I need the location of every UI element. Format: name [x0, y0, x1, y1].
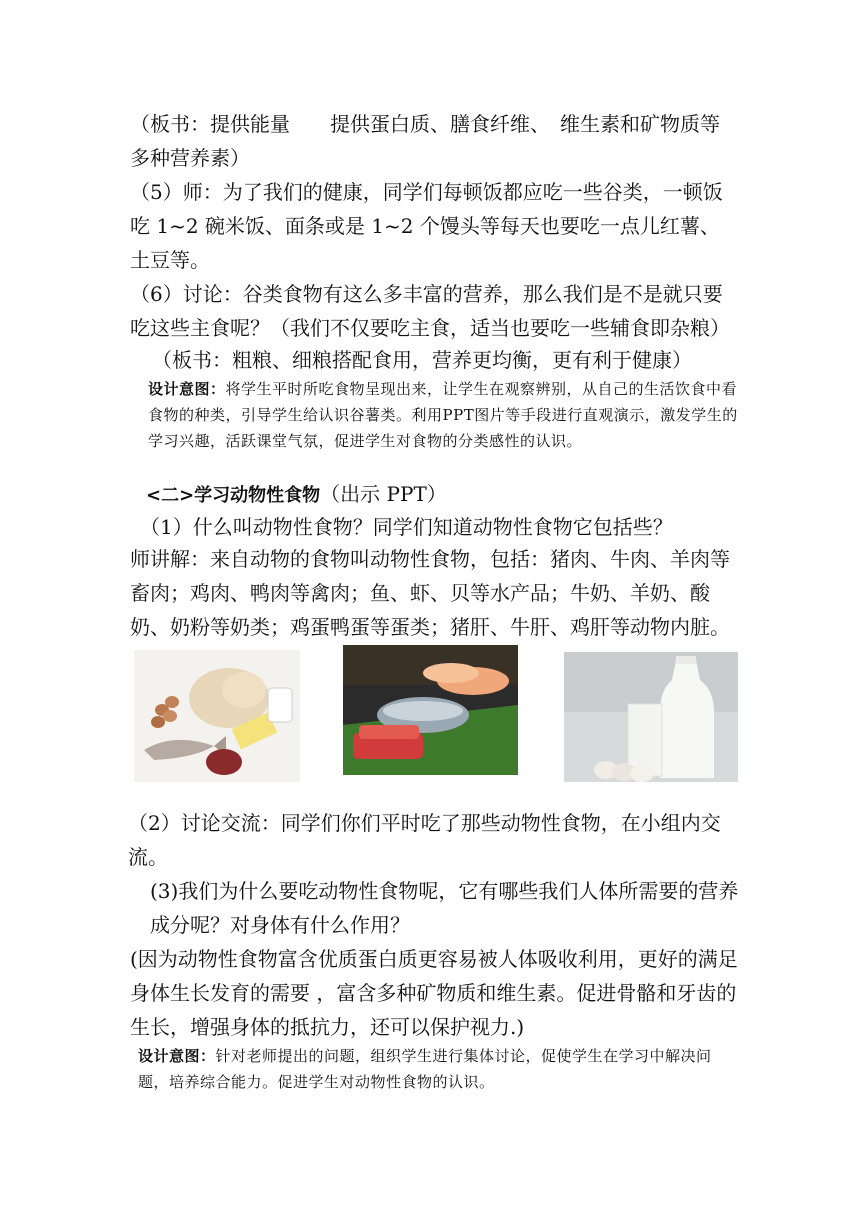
design-intent-1	[148, 376, 738, 454]
meat-fish-eggs-photo	[134, 650, 300, 782]
question-1: （1）什么叫动物性食物？同学们知道动物性食物它包括些？	[140, 515, 673, 539]
milk-eggs-photo	[564, 652, 738, 782]
question-3-answer: (因为动物性食物富含优质蛋白质更容易被人体吸收利用，更好的满足身体生长发育的需要 ，富含多种矿物质和维生素。促进骨骼和牙齿的生长，增强身体的抵抗力，还可以保护视力.)	[130, 947, 738, 1039]
design-intent-label: 设计意图：	[148, 380, 226, 398]
meat-fish-eggs-illustration	[134, 650, 300, 782]
design-intent-text: 将学生平时所吃食物呈现出来，让学生在观察辨别，从自己的生活饮食中看食物的种类，引导学生给认识谷薯类。利用PPT图片等手段进行直观演示，激发学生的学习兴趣，活跃课堂气氛，促进学生对食物的分类感性的认识。	[148, 380, 738, 450]
paragraph-discussion-6: （6）讨论：谷类食物有这么多丰富的营养，那么我们是不是就只要吃这些主食呢？（我们不仅要吃主食，适当也要吃一些辅食即杂粮）	[130, 282, 730, 340]
blackboard-note-2: （板书：粗粮、细粮搭配食用，营养更均衡，更有利于健康）	[152, 348, 692, 372]
design-intent-label-2: 设计意图：	[138, 1047, 216, 1065]
section-heading	[146, 477, 746, 513]
design-intent-2	[138, 1043, 738, 1095]
section-title: <二>学习动物性食物	[146, 485, 321, 506]
question-2: （2）讨论交流：同学们你们平时吃了那些动物性食物，在小组内交流。	[128, 811, 721, 869]
paragraph-teacher-5: （5）师：为了我们的健康，同学们每顿饭都应吃一些谷类，一顿饭吃 1~2 碗米饭、面条或是 1~2 个馒头等每天也要吃一点儿红薯、土豆等。	[130, 180, 723, 272]
sushi-seafood-illustration	[343, 645, 518, 775]
question-3: (3)我们为什么要吃动物性食物呢，它有哪些我们人体所需要的营养成分呢？对身体有什么作用？	[150, 879, 739, 937]
teacher-explanation: 师讲解：来自动物的食物叫动物性食物，包括：猪肉、牛肉、羊肉等畜肉；鸡肉、鸭肉等禽肉；鱼、虾、贝等水产品；牛奶、羊奶、酸奶、奶粉等奶类；鸡蛋鸭蛋等蛋类；猪肝、牛肝、鸡肝等动物内脏。	[130, 547, 730, 639]
sushi-seafood-photo	[343, 645, 518, 775]
milk-eggs-illustration	[564, 652, 738, 782]
section-suffix: （出示 PPT）	[320, 482, 447, 506]
design-intent-text-2: 针对老师提出的问题，组织学生进行集体讨论，促使学生在学习中解决问题，培养综合能力。促进学生对动物性食物的认识。	[138, 1047, 712, 1091]
blackboard-note-1: （板书：提供能量 提供蛋白质、膳食纤维、 维生素和矿物质等多种营养素）	[130, 112, 720, 170]
